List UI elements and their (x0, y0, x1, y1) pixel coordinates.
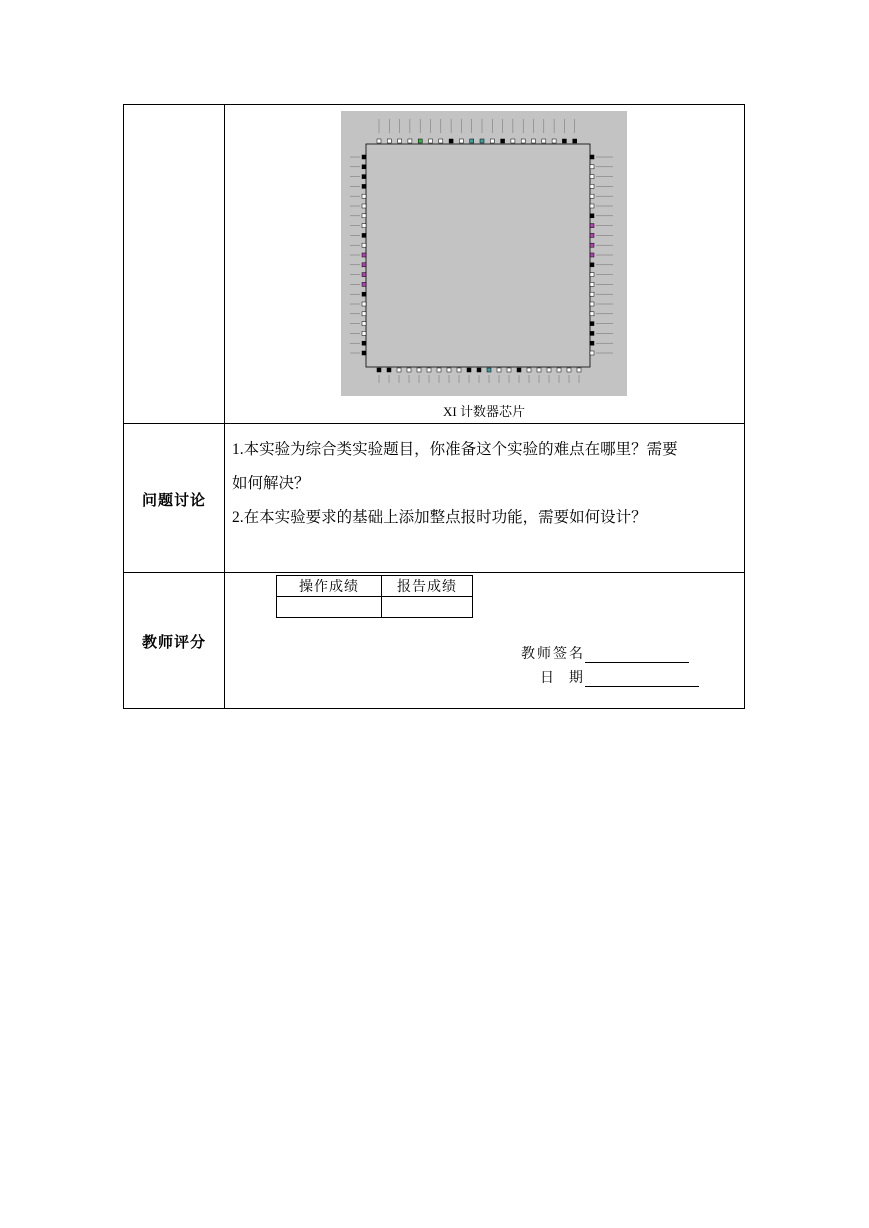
chip-pin-bottom (517, 368, 521, 372)
chip-pin-bottom (377, 368, 381, 372)
chip-pin-left (362, 184, 366, 188)
chip-pin-top (552, 139, 556, 143)
chip-pin-left (362, 302, 366, 306)
chip-pin-left (362, 341, 366, 345)
chip-pin-left (362, 273, 366, 277)
chip-pin-left (362, 155, 366, 159)
chip-pin-bottom (547, 368, 551, 372)
chip-pin-left (362, 312, 366, 316)
date-line[interactable] (585, 671, 699, 687)
chip-body (366, 144, 590, 367)
discussion-question-1 (232, 433, 740, 501)
chip-pin-right (590, 253, 594, 257)
counter-chip-image (341, 111, 627, 396)
chip-pin-bottom (417, 368, 421, 372)
chip-pin-left (362, 351, 366, 355)
chip-pin-top (418, 139, 422, 143)
chip-pin-left (362, 204, 366, 208)
chip-caption: XI 计数器芯片 (443, 404, 525, 419)
chip-pin-top (429, 139, 433, 143)
pins-top (377, 119, 577, 143)
chip-pin-left (362, 224, 366, 228)
chip-pin-bottom (447, 368, 451, 372)
chip-pin-right (590, 165, 594, 169)
chip-pin-right (590, 282, 594, 286)
chip-pin-top (377, 139, 381, 143)
discussion-q1-line2: 如何解决？ (232, 475, 310, 492)
chip-pin-top (459, 139, 463, 143)
chip-pinout-svg (341, 111, 627, 396)
operation-score-cell[interactable] (277, 597, 382, 618)
chip-pin-right (590, 302, 594, 306)
row-divider (124, 572, 744, 573)
chip-pin-top (480, 139, 484, 143)
chip-pin-top (387, 139, 391, 143)
chip-pin-bottom (467, 368, 471, 372)
score-header-row (277, 576, 473, 597)
chip-pin-top (490, 139, 494, 143)
discussion-q1-line1: 1.本实验为综合类实验题目，你准备这个实验的难点在哪里？需要 (232, 441, 678, 458)
chip-pin-bottom (507, 368, 511, 372)
chip-pin-left (362, 194, 366, 198)
chip-pin-right (590, 214, 594, 218)
chip-pin-left (362, 292, 366, 296)
chip-pin-right (590, 273, 594, 277)
teacher-signature-line[interactable] (585, 647, 689, 663)
chip-pin-bottom (527, 368, 531, 372)
chip-pin-bottom (457, 368, 461, 372)
chip-pin-right (590, 243, 594, 247)
operation-score-header: 操作成绩 (277, 576, 382, 597)
score-table (276, 575, 473, 618)
chip-pin-left (362, 233, 366, 237)
chip-pin-right (590, 155, 594, 159)
chip-pin-top (408, 139, 412, 143)
discussion-content (232, 433, 740, 535)
chip-pin-top (511, 139, 515, 143)
chip-pin-right (590, 224, 594, 228)
chip-pin-right (590, 312, 594, 316)
chip-pin-top (439, 139, 443, 143)
chip-pin-top (470, 139, 474, 143)
chip-pin-bottom (537, 368, 541, 372)
chip-pin-right (590, 322, 594, 326)
chip-pin-top (501, 139, 505, 143)
chip-pin-right (590, 204, 594, 208)
chip-pin-top (542, 139, 546, 143)
date-row (540, 667, 699, 687)
lab-report-form (123, 104, 745, 709)
chip-pin-bottom (397, 368, 401, 372)
row-divider (124, 423, 744, 424)
teacher-signature-label: 教师签名 (521, 646, 585, 662)
chip-pin-right (590, 175, 594, 179)
teacher-signature-row (521, 643, 689, 663)
chip-pin-right (590, 341, 594, 345)
discussion-label: 问题讨论 (141, 491, 206, 509)
chip-pin-top (449, 139, 453, 143)
chip-pin-top (562, 139, 566, 143)
chip-pin-right (590, 184, 594, 188)
chip-pin-left (362, 253, 366, 257)
chip-pin-right (590, 233, 594, 237)
chip-pin-left (362, 175, 366, 179)
grading-label: 教师评分 (141, 633, 206, 651)
chip-pin-right (590, 351, 594, 355)
chip-pin-bottom (567, 368, 571, 372)
chip-pin-left (362, 214, 366, 218)
chip-pin-bottom (387, 368, 391, 372)
chip-pin-right (590, 331, 594, 335)
chip-pin-left (362, 282, 366, 286)
chip-pin-right (590, 292, 594, 296)
score-value-row (277, 597, 473, 618)
chip-pin-bottom (407, 368, 411, 372)
discussion-question-2: 2.在本实验要求的基础上添加整点报时功能，需要如何设计？ (232, 509, 647, 526)
chip-pin-left (362, 165, 366, 169)
pins-left (350, 155, 366, 355)
chip-pin-top (521, 139, 525, 143)
chip-pin-bottom (557, 368, 561, 372)
chip-pin-bottom (427, 368, 431, 372)
chip-pin-bottom (437, 368, 441, 372)
chip-pin-top (573, 139, 577, 143)
report-score-cell[interactable] (382, 597, 473, 618)
report-score-header: 报告成绩 (382, 576, 473, 597)
pins-bottom (377, 368, 581, 383)
chip-pin-right (590, 263, 594, 267)
chip-pin-top (532, 139, 536, 143)
chip-pin-left (362, 263, 366, 267)
chip-pin-top (398, 139, 402, 143)
chip-pin-left (362, 331, 366, 335)
chip-pin-left (362, 322, 366, 326)
chip-pin-bottom (577, 368, 581, 372)
chip-pin-left (362, 243, 366, 247)
chip-pin-bottom (477, 368, 481, 372)
chip-pin-right (590, 194, 594, 198)
pins-right (590, 155, 613, 355)
date-label: 日 期 (540, 670, 585, 686)
chip-pin-bottom (487, 368, 491, 372)
chip-pin-bottom (497, 368, 501, 372)
